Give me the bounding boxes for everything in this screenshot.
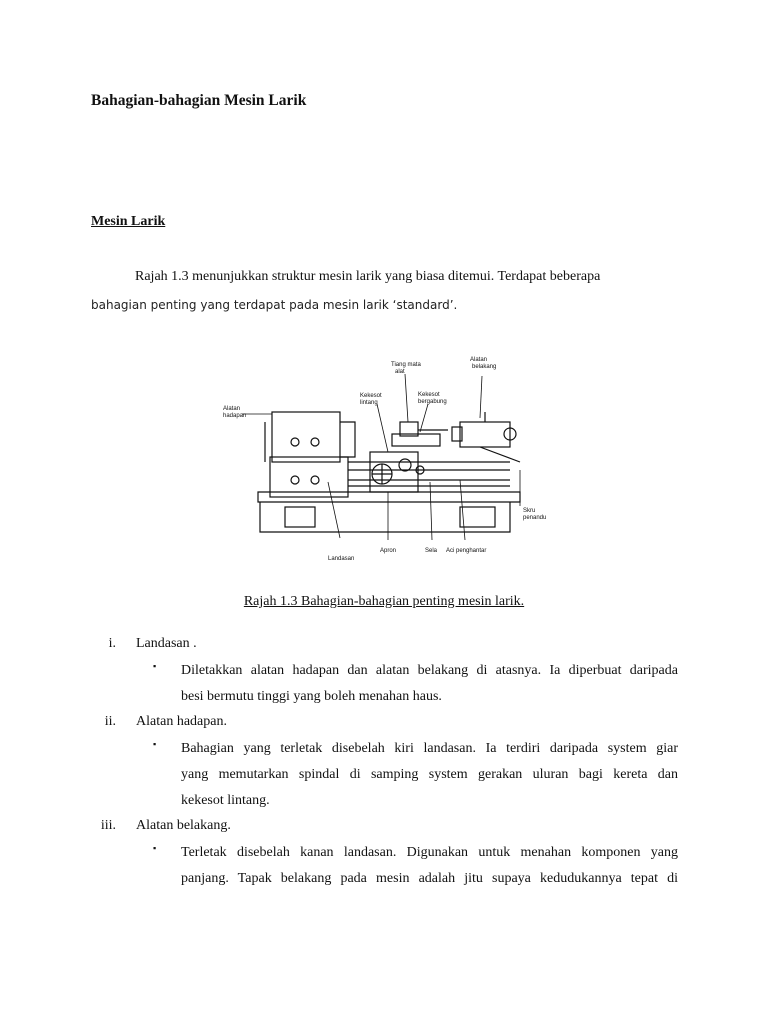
list-item-alatan-hadapan: [0, 710, 768, 736]
label-aci-penghantar: Aci penghantar: [446, 548, 487, 554]
item-heading: Alatan belakang.: [136, 818, 231, 833]
left-cabinet: [285, 507, 315, 527]
list-item-landasan: [0, 632, 768, 658]
label-landasan: Landasan: [328, 556, 355, 562]
label-alatan-belakang: Alatan: [470, 357, 488, 363]
bullet-line: panjang. Tapak belakang pada mesin adalah jitu supaya kedudukannya tepat di: [181, 871, 678, 886]
bullet-icon: ▪: [153, 739, 157, 749]
tailstock: [460, 422, 510, 447]
label-skru-penandu-2: penandu: [523, 515, 547, 521]
item-number: ii.: [104, 714, 116, 729]
right-cabinet: [460, 507, 495, 527]
label-alatan-hadapan: Alatan: [223, 406, 241, 412]
label-kekesot-bergabung-2: bergabung: [418, 399, 447, 405]
intro-line-1: Rajah 1.3 menunjukkan struktur mesin larik yang biasa ditemui. Terdapat beberapa: [135, 269, 601, 284]
label-skru-penandu: Skru: [523, 508, 536, 514]
headstock-body: [272, 412, 340, 462]
parts-list: [0, 632, 768, 892]
intro-line-2: bahagian penting yang terdapat pada mesin larik ‘standard’.: [91, 298, 458, 312]
lathe-drawing: [220, 352, 564, 570]
lathe-diagram: [220, 352, 564, 570]
label-tiang-mata-alat-2: alat: [395, 369, 405, 375]
label-tiang-mata-alat: Tiang mata: [391, 362, 421, 368]
bullet-icon: ▪: [153, 661, 157, 671]
list-item-alatan-belakang: [0, 814, 768, 840]
label-kekesot-bergabung: Kekesot: [418, 392, 440, 398]
page-title: Bahagian-bahagian Mesin Larik: [91, 92, 307, 109]
bullet-point: [0, 840, 768, 892]
item-number: i.: [108, 636, 116, 651]
item-heading: Alatan hadapan.: [136, 714, 227, 729]
intro-paragraph: [91, 263, 679, 320]
bullet-line: Terletak disebelah kanan landasan. Digunakan untuk menahan komponen yang: [181, 845, 678, 860]
label-kekesot-lintang: Kekesot: [360, 393, 382, 399]
bullet-line: Bahagian yang terletak disebelah kiri landasan. Ia terdiri daripada system giar: [181, 741, 678, 756]
bullet-line: besi bermutu tinggi yang boleh menahan haus.: [181, 689, 442, 704]
label-kekesot-lintang-2: lintang: [360, 400, 378, 406]
bullet-line: Diletakkan alatan hadapan dan alatan belakang di atasnya. Ia diperbuat daripada: [181, 663, 678, 678]
bullet-line: yang memutarkan spindal di samping system gerakan uluran bagi kereta dan: [181, 767, 678, 782]
gearbox: [270, 457, 348, 497]
section-heading: Mesin Larik: [91, 214, 166, 229]
bullet-point: [0, 736, 768, 814]
label-alatan-hadapan-2: hadapan: [223, 413, 247, 419]
bullet-point: [0, 658, 768, 710]
label-apron: Apron: [380, 548, 397, 554]
label-sela: Sela: [425, 548, 438, 554]
item-heading: Landasan .: [136, 636, 197, 651]
label-alatan-belakang-2: belakang: [472, 364, 497, 370]
bullet-icon: ▪: [153, 843, 157, 853]
item-number: iii.: [100, 818, 116, 833]
bullet-line: kekesot lintang.: [181, 793, 270, 808]
figure-caption: Rajah 1.3 Bahagian-bahagian penting mesin larik.: [243, 594, 525, 609]
